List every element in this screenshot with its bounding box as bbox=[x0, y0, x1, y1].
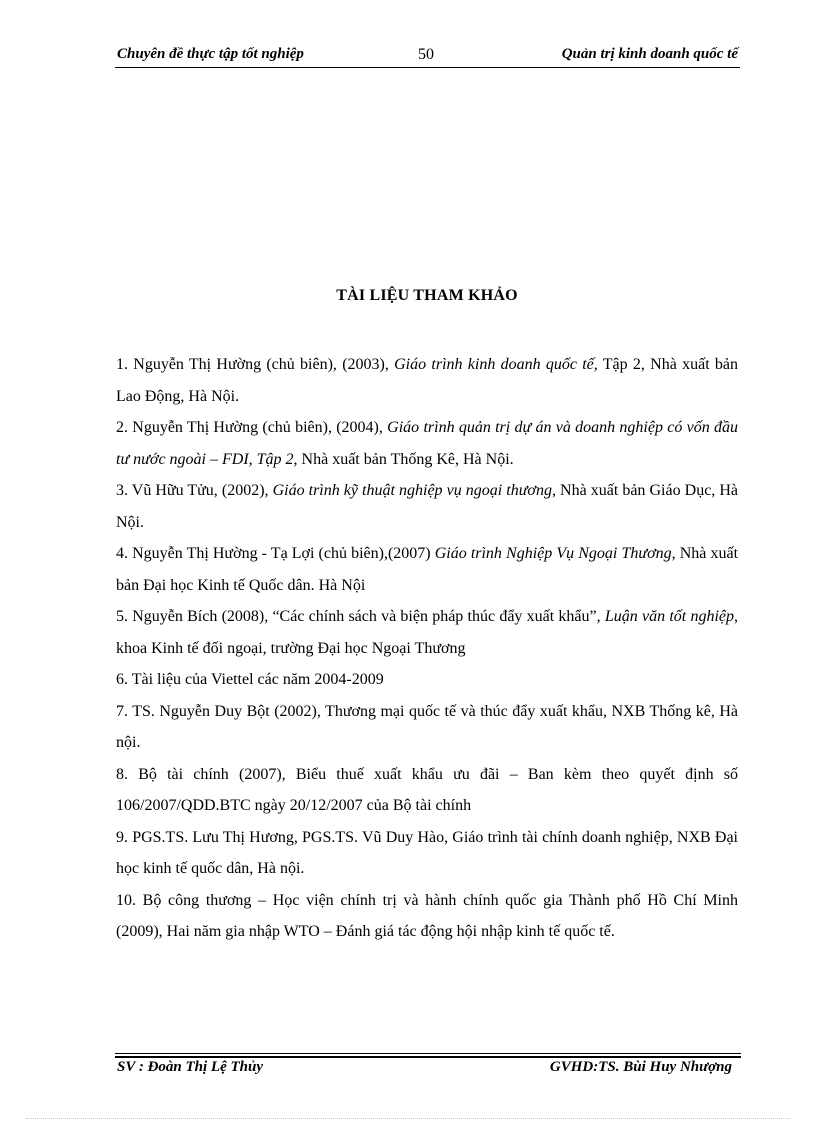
reference-text: 1. Nguyễn Thị Hường (chủ biên), (2003), bbox=[116, 356, 395, 373]
page-edge-dotted-line bbox=[26, 1118, 790, 1119]
reference-item bbox=[116, 538, 738, 601]
reference-text-end: , Nhà xuất bản Giáo Dục, Hà Nội. bbox=[116, 482, 739, 531]
reference-item bbox=[116, 822, 738, 885]
reference-list bbox=[116, 349, 738, 948]
reference-text: 2. Nguyễn Thị Hường (chủ biên), (2004), bbox=[116, 419, 388, 436]
reference-text: 10. Bộ công thương – Học viện chính trị và hành chính quốc gia Thành phố Hồ Chí Minh (2009), Hai năm gia nhập WTO – Đánh giá tác động hội nhập kinh tế quốc tế. bbox=[116, 891, 738, 940]
footer-supervisor-name: GVHD:TS. Bùi Huy Nhượng bbox=[549, 1059, 732, 1075]
reference-text-end: , khoa Kinh tế đối ngoại, trường Đại học Ngoại Thương bbox=[116, 608, 739, 657]
reference-item bbox=[116, 412, 738, 475]
header-left-text: Chuyên đề thực tập tốt nghiệp bbox=[117, 46, 304, 62]
page-footer bbox=[115, 1058, 740, 1080]
reference-title: Giáo trình quản trị dự án và doanh nghiệp có vốn đầu tư nước ngoài – FDI, Tập 2 bbox=[116, 419, 739, 468]
reference-item bbox=[116, 696, 738, 759]
reference-text-end: Nhà xuất bản Đại học Kinh tế Quốc dân. Hà Nội bbox=[116, 545, 739, 594]
page-header bbox=[115, 44, 740, 66]
page-number: 50 bbox=[418, 46, 434, 63]
reference-item bbox=[116, 349, 738, 412]
reference-title: Giáo trình Nghiệp Vụ Ngoại Thương, bbox=[434, 545, 676, 562]
footer-student-name: SV : Đoàn Thị Lệ Thủy bbox=[117, 1059, 263, 1075]
reference-item bbox=[116, 759, 738, 822]
reference-item bbox=[116, 664, 738, 696]
reference-text: 9. PGS.TS. Lưu Thị Hương, PGS.TS. Vũ Duy Hào, Giáo trình tài chính doanh nghiệp, NXB Đại học kinh tế quốc dân, Hà nội. bbox=[116, 828, 738, 877]
reference-title: Giáo trình kỹ thuật nghiệp vụ ngoại thương bbox=[272, 482, 552, 499]
reference-text: 6. Tài liệu của Viettel các năm 2004-2009 bbox=[116, 671, 384, 688]
reference-title: Luận văn tốt nghiệp bbox=[604, 608, 735, 625]
reference-text: 5. Nguyễn Bích (2008), “Các chính sách và biện pháp thúc đẩy xuất khẩu”, bbox=[116, 608, 605, 625]
page-title: TÀI LIỆU THAM KHẢO bbox=[336, 287, 518, 304]
reference-text: 4. Nguyễn Thị Hường - Tạ Lợi (chủ biên),(2007) bbox=[116, 545, 435, 562]
reference-title: Giáo trình kinh doanh quốc tế, bbox=[394, 356, 598, 373]
reference-text-end: , Nhà xuất bản Thống Kê, Hà Nội. bbox=[293, 450, 514, 468]
reference-item bbox=[116, 885, 738, 948]
header-divider bbox=[115, 67, 740, 68]
reference-text-end: Tập 2, Nhà xuất bản Lao Động, Hà Nội. bbox=[116, 356, 739, 405]
reference-item bbox=[116, 601, 738, 664]
reference-item bbox=[116, 475, 738, 538]
reference-text: 7. TS. Nguyễn Duy Bột (2002), Thương mại quốc tế và thúc đẩy xuất khẩu, NXB Thống kê, Hà nội. bbox=[116, 702, 738, 751]
header-right-text: Quản trị kinh doanh quốc tế bbox=[561, 46, 738, 62]
reference-text: 3. Vũ Hữu Tửu, (2002), bbox=[116, 482, 273, 499]
reference-text: 8. Bộ tài chính (2007), Biểu thuế xuất khẩu ưu đãi – Ban kèm theo quyết định số 106/2007/QDD.BTC ngày 20/12/2007 của Bộ tài chính bbox=[116, 765, 738, 814]
footer-divider-thin bbox=[115, 1053, 741, 1054]
